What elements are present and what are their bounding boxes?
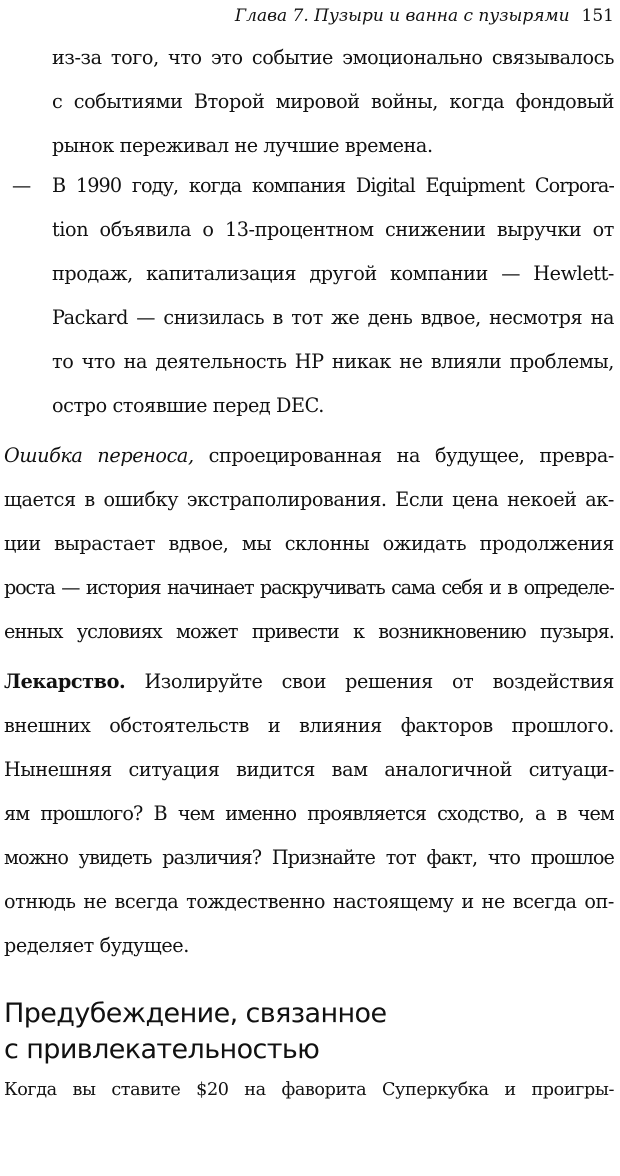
- text-line: можно увидеть различия? Признайте тот факт, что прошлое: [4, 846, 614, 869]
- text-line: остро стоявшие перед DEC.: [52, 394, 324, 417]
- text-line: с событиями Второй мировой войны, когда фондовый: [52, 90, 614, 113]
- section-heading-line1: Предубеждение, связанное: [4, 998, 387, 1029]
- text-line: енных условиях может привести к возникновению пузыря.: [4, 620, 614, 643]
- text-span: спроецированная на будущее, превра-: [193, 444, 614, 467]
- text-line: внешних обстоятельств и влияния факторов прошлого.: [4, 714, 614, 737]
- text-line: Packard — снизилась в тот же день вдвое, несмотря на: [52, 306, 614, 329]
- text-line: ределяет будущее.: [4, 934, 189, 957]
- text-line: ции вырастает вдвое, мы склонны ожидать продолжения: [4, 532, 614, 555]
- running-header: [235, 0, 614, 32]
- text-line: tion объявила о 13-процентном снижении выручки от: [52, 218, 614, 241]
- text-line: рынок переживал не лучшие времена.: [52, 134, 433, 157]
- text-line: то что на деятельность HP никак не влияли проблемы,: [52, 350, 614, 373]
- text-line: щается в ошибку экстраполирования. Если цена некоей ак-: [4, 488, 614, 511]
- text-line: ям прошлого? В чем именно проявляется сходство, а в чем: [4, 802, 614, 825]
- text-line: отнюдь не всегда тождественно настоящему и не всегда оп-: [4, 890, 614, 913]
- text-line: из-за того, что это событие эмоционально связывалось: [52, 46, 614, 69]
- list-dash: —: [12, 174, 32, 197]
- text-line: Когда вы ставите $20 на фаворита Суперкубка и проигры-: [4, 1080, 614, 1100]
- text-span: Изолируйте свои решения от воздействия: [125, 670, 614, 693]
- paragraph-line: [4, 660, 614, 704]
- section-heading-line2: с привлекательностью: [4, 1034, 320, 1065]
- chapter-title: Глава 7. Пузыри и ванна с пузырями: [234, 6, 570, 26]
- remedy-label: Лекарство.: [4, 670, 126, 693]
- term: Ошибка переноса,: [4, 444, 194, 467]
- paragraph-line: [4, 434, 614, 478]
- text-line: В 1990 году, когда компания Digital Equipment Corpora-: [52, 174, 614, 197]
- text-line: Нынешняя ситуация видится вам аналогичной ситуаци-: [4, 758, 614, 781]
- text-line: продаж, капитализация другой компании — Hewlett-: [52, 262, 614, 285]
- page-number: 151: [581, 6, 614, 26]
- text-line: роста — история начинает раскручивать сама себя и в определе-: [4, 576, 614, 599]
